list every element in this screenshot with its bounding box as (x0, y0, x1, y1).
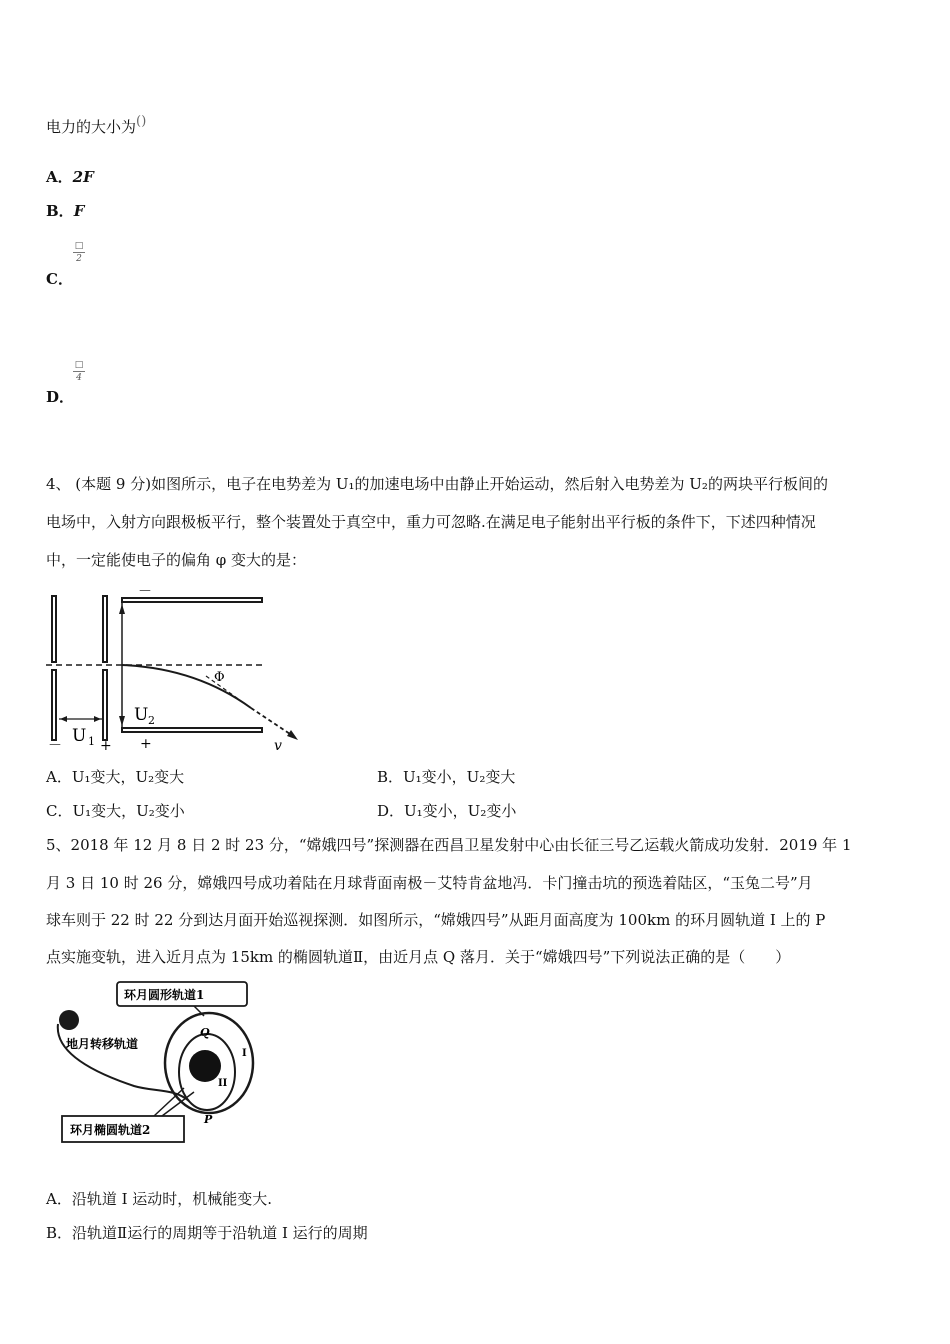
q5-orbit-figure (44, 976, 284, 1152)
q5-stem-line-4: 点实施变轨，进入近月点为 15km 的椭圆轨道Ⅱ，由近月点 Q 落月．关于“嫦娥四号”下列说法正确的是（ ） (46, 948, 791, 966)
u1-subscript: 1 (88, 735, 95, 748)
right-accelerating-plate-upper (103, 596, 107, 662)
electron-trajectory (122, 665, 251, 708)
q5-option-a: A．沿轨道 I 运动时，机械能变大. (46, 1190, 273, 1208)
q3-option-b (46, 200, 84, 221)
right-accelerating-plate-lower (103, 670, 107, 740)
q5-stem-line-3: 球车则于 22 时 22 分到达月面开始巡视探测．如图所示，“嫦娥四号”从距月面高度为 100km 的环月圆轨道 I 上的 P (46, 911, 826, 929)
point-q-label: Q (200, 1026, 210, 1039)
left-accelerating-plate-lower (52, 670, 56, 740)
q4-stem-line-1: 4、 (本题 9 分)如图所示，电子在电势差为 U₁的加速电场中由静止开始运动，然后射入电势差为 U₂的两块平行板间的 (46, 475, 828, 493)
u2-arrow-up (119, 604, 125, 614)
left-accelerating-plate-upper (52, 596, 56, 662)
q3-option-c-denominator: 2 (76, 254, 82, 264)
transfer-orbit-label: 地月转移轨道 (66, 1037, 139, 1051)
point-p-label: P (204, 1113, 213, 1126)
q4-option-d: D．U₁变小，U₂变小 (377, 802, 517, 820)
q3-option-d-numerator: □ (74, 360, 84, 370)
q3-option-c-numerator: □ (74, 241, 84, 251)
velocity-label: v (274, 738, 282, 753)
circle-orbit-label: 环月圆形轨道1 (124, 988, 205, 1002)
earth-moon-transfer-orbit (58, 1024, 189, 1101)
u1-label: U (72, 726, 87, 746)
right-plate-plus: + (100, 738, 112, 753)
deflection-angle-phi: Φ (214, 670, 225, 685)
q3-option-b-label: B． (46, 202, 74, 220)
q5-stem-line-1: 5、2018 年 12 月 8 日 2 时 23 分，“嫦娥四号”探测器在西昌卫星发射中心由长征三号乙运载火箭成功发射．2019 年 1 (46, 836, 852, 854)
q3-option-a (46, 166, 94, 187)
u2-subscript: 2 (148, 714, 155, 727)
orbit-ii-label: II (218, 1078, 228, 1089)
q5-option-b: B．沿轨道Ⅱ运行的周期等于沿轨道 I 运行的周期 (46, 1224, 368, 1242)
q3-option-d-fraction (73, 360, 85, 383)
q3-option-b-value: F (73, 202, 85, 220)
q3-option-d-denominator: 4 (76, 373, 82, 383)
ellipse-orbit-label: 环月椭圆轨道2 (70, 1123, 151, 1137)
lower-plate-plus: + (140, 736, 152, 752)
left-plate-minus: － (48, 738, 62, 753)
earth-icon (59, 1010, 79, 1030)
q4-stem-line-2: 电场中，入射方向跟极板平行，整个装置处于真空中，重力可忽略.在满足电子能射出平行板的条件下，下述四种情况 (46, 513, 816, 531)
u1-arrow-right (94, 716, 101, 722)
q4-option-a: A．U₁变大，U₂变大 (46, 768, 185, 786)
q3-option-c-fraction (73, 241, 85, 264)
q3-stem-text: 电力的大小为 (46, 118, 137, 136)
q3-answer-paren: ( ) (136, 114, 145, 129)
lower-deflecting-plate (122, 728, 262, 732)
q3-option-d-label: D． (46, 388, 75, 406)
q5-stem-line-2: 月 3 日 10 时 26 分，嫦娥四号成功着陆在月球背面南极－艾特肯盆地冯．卡门撞击坑的预选着陆区，“玉兔二号”月 (46, 874, 813, 892)
u2-arrow-down (119, 716, 125, 726)
q3-option-a-label: A． (46, 168, 73, 186)
orbit-i-label: I (242, 1048, 247, 1059)
moon-icon (189, 1050, 221, 1082)
q4-electron-deflection-figure (46, 588, 306, 753)
q3-option-c-label: C． (46, 270, 73, 288)
velocity-arrowhead (287, 730, 298, 740)
u2-label: U (134, 705, 149, 725)
q4-stem-line-3: 中，一定能使电子的偏角 φ 变大的是： (46, 551, 307, 569)
q4-option-b: B．U₁变小，U₂变大 (377, 768, 516, 786)
q3-stem-tail (46, 116, 144, 137)
upper-plate-minus: － (138, 588, 152, 600)
q4-option-c: C．U₁变大，U₂变小 (46, 802, 185, 820)
q3-option-a-value: 2F (72, 168, 94, 186)
u1-arrow-left (60, 716, 67, 722)
